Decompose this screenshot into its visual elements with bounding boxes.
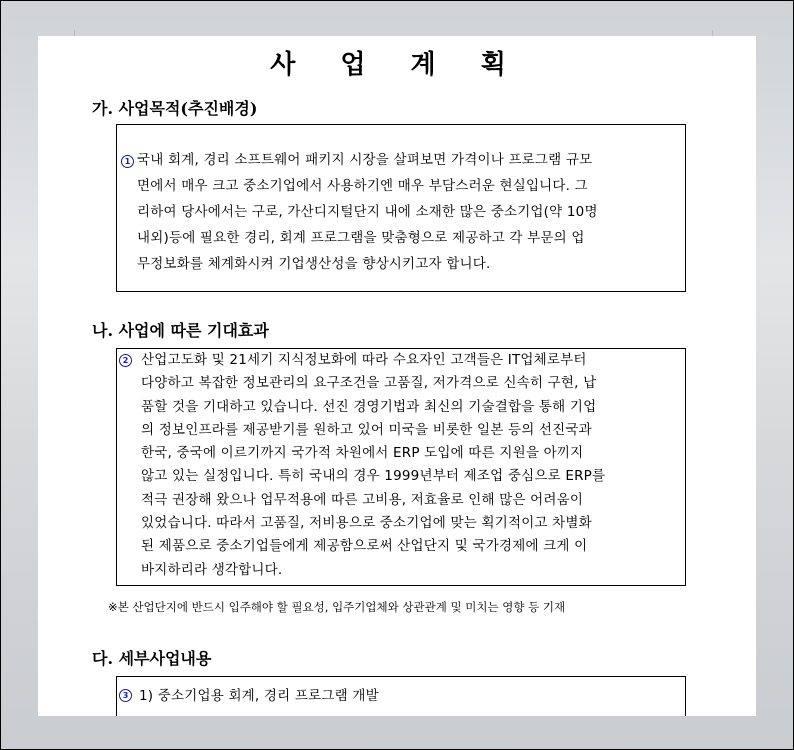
text-line: 된 제품으로 중소기업들에게 제공함으로써 산업단지 및 국가경제에 크게 이 [141,538,588,555]
text-line: 다양하고 복잡한 정보관리의 요구조건을 고품질, 저가격으로 신속히 구현, 납 [141,375,597,392]
section-heading-effects: 나. 사업에 따른 기대효과 [92,321,269,340]
text-line: 적극 권장해 왔으나 업무적용에 따른 고비용, 저효율로 인해 많은 어려움이 [141,491,584,508]
details-paragraph [139,685,679,708]
section-heading-purpose: 가. 사업목적(추진배경) [92,99,258,118]
effects-paragraph [141,349,681,582]
text-line: 내외)등에 필요한 경리, 회계 프로그램을 맞춤형으로 제공하고 각 부문의 업 [137,230,585,246]
text-line: 품할 것을 기대하고 있습니다. 선진 경영기법과 최신의 기술결합을 통해 기업 [141,398,597,415]
text-line: 면에서 매우 크고 중소기업에서 사용하기엔 매우 부담스러운 현실입니다. 그 [137,178,588,194]
text-line: 있었습니다. 따라서 고품질, 저비용으로 중소기업에 맞는 획기적이고 차별화 [141,515,592,532]
details-box [116,676,686,716]
circled-number-1-icon: 1 [121,155,134,168]
purpose-paragraph [137,147,677,277]
section-heading-details: 다. 세부사업내용 [92,649,212,668]
text-line: 리하여 당사에서는 구로, 가산디지털단지 내에 소재한 많은 중소기업(약 10명 [137,204,598,220]
text-line: 산업고도화 및 21세기 지식정보화에 따라 수요자인 고객들은 IT업체로부터 [141,352,587,368]
circled-number-3-icon: 3 [119,689,132,702]
effects-box [116,348,686,586]
page-title: 사 업 계 획 [270,50,524,80]
text-line: 무정보화를 체계화시켜 기업생산성을 향상시키고자 합니다. [137,256,491,272]
text-line: 의 정보인프라를 제공받기를 원하고 있어 미국을 비롯한 일본 등의 선진국과 [141,421,592,438]
text-line: 한국, 중국에 이르기까지 국가적 차원에서 ERP 도입에 따른 지원을 아끼지 [141,445,584,462]
text-line: 국내 회계, 경리 소프트웨어 패키지 시장을 살펴보면 가격이나 프로그램 규모 [137,152,593,168]
circled-number-2-icon: 2 [119,354,132,367]
text-line: 않고 있는 실정입니다. 특히 국내의 경우 1999년부터 제조업 중심으로 ERP를 [141,468,606,485]
document-page [38,36,756,716]
instruction-note: ※본 산업단지에 반드시 입주해야 할 필요성, 입주기업체와 상관관계 및 미치는 영향 등 기재 [108,600,566,614]
purpose-box [116,124,686,292]
text-line: 1) 중소기업용 회계, 경리 프로그램 개발 [139,688,379,704]
text-line: 바지하리라 생각합니다. [141,561,283,578]
